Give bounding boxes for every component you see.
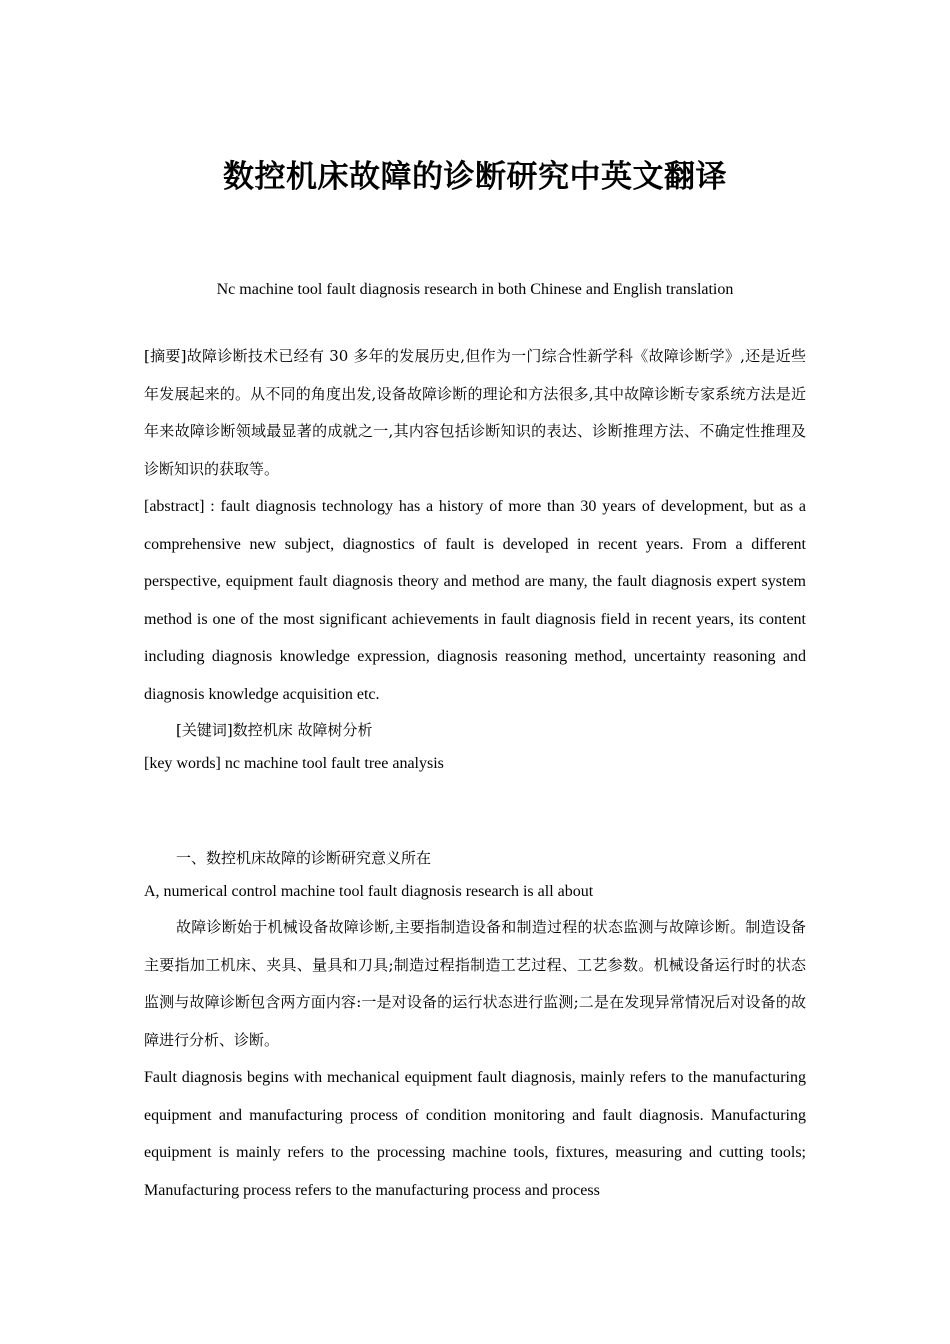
document-subtitle: Nc machine tool fault diagnosis research in both Chinese and English translation: [216, 281, 734, 298]
document-title: 数控机床故障的诊断研究中英文翻译: [223, 159, 727, 195]
document-body: [144, 338, 806, 1209]
abstract-chinese: [摘要]故障诊断技术已经有 30 多年的发展历史,但作为一门综合性新学科《故障诊断学》,还是近些年发展起来的。从不同的角度出发,设备故障诊断的理论和方法很多,其中故障诊断专家系统方法是近年来故障诊断领域最显著的成就之一,其内容包括诊断知识的表达、诊断推理方法、不确定性推理及诊断知识的获取等。: [144, 347, 806, 478]
keywords-chinese: [关键词]数控机床 故障树分析: [176, 721, 373, 739]
section1-heading-chinese: 一、数控机床故障的诊断研究意义所在: [176, 849, 432, 867]
section-spacer: [144, 781, 806, 841]
keywords-english: [key words] nc machine tool fault tree analysis: [144, 755, 444, 772]
abstract-english: [abstract] : fault diagnosis technology has a history of more than 30 years of development, but as a comprehensive new subject, diagnostics of fault is developed in recent years. From a different perspective, equipment fault diagnosis theory and method are many, the fault diagnosis expert system method is one of the most significant achievements in fault diagnosis field in recent years, its content including diagnosis knowledge expression, diagnosis reasoning method, uncertainty reasoning and diagnosis knowledge acquisition etc.: [144, 498, 806, 703]
section1-paragraph-english: Fault diagnosis begins with mechanical equipment fault diagnosis, mainly refers to the manufacturing equipment and manufacturing process of condition monitoring and fault diagnosis. Manufacturing equipment is mainly refers to the processing machine tools, fixtures, measuring and cutting tools; Manufacturing process refers to the manufacturing process and process: [144, 1069, 806, 1199]
section1-paragraph-chinese: 故障诊断始于机械设备故障诊断,主要指制造设备和制造过程的状态监测与故障诊断。制造设备主要指加工机床、夹具、量具和刀具;制造过程指制造工艺过程、工艺参数。机械设备运行时的状态监测与故障诊断包含两方面内容:一是对设备的运行状态进行监测;二是在发现异常情况后对设备的故障进行分析、诊断。: [144, 918, 806, 1049]
section1-heading-english: A, numerical control machine tool fault diagnosis research is all about: [144, 883, 594, 900]
